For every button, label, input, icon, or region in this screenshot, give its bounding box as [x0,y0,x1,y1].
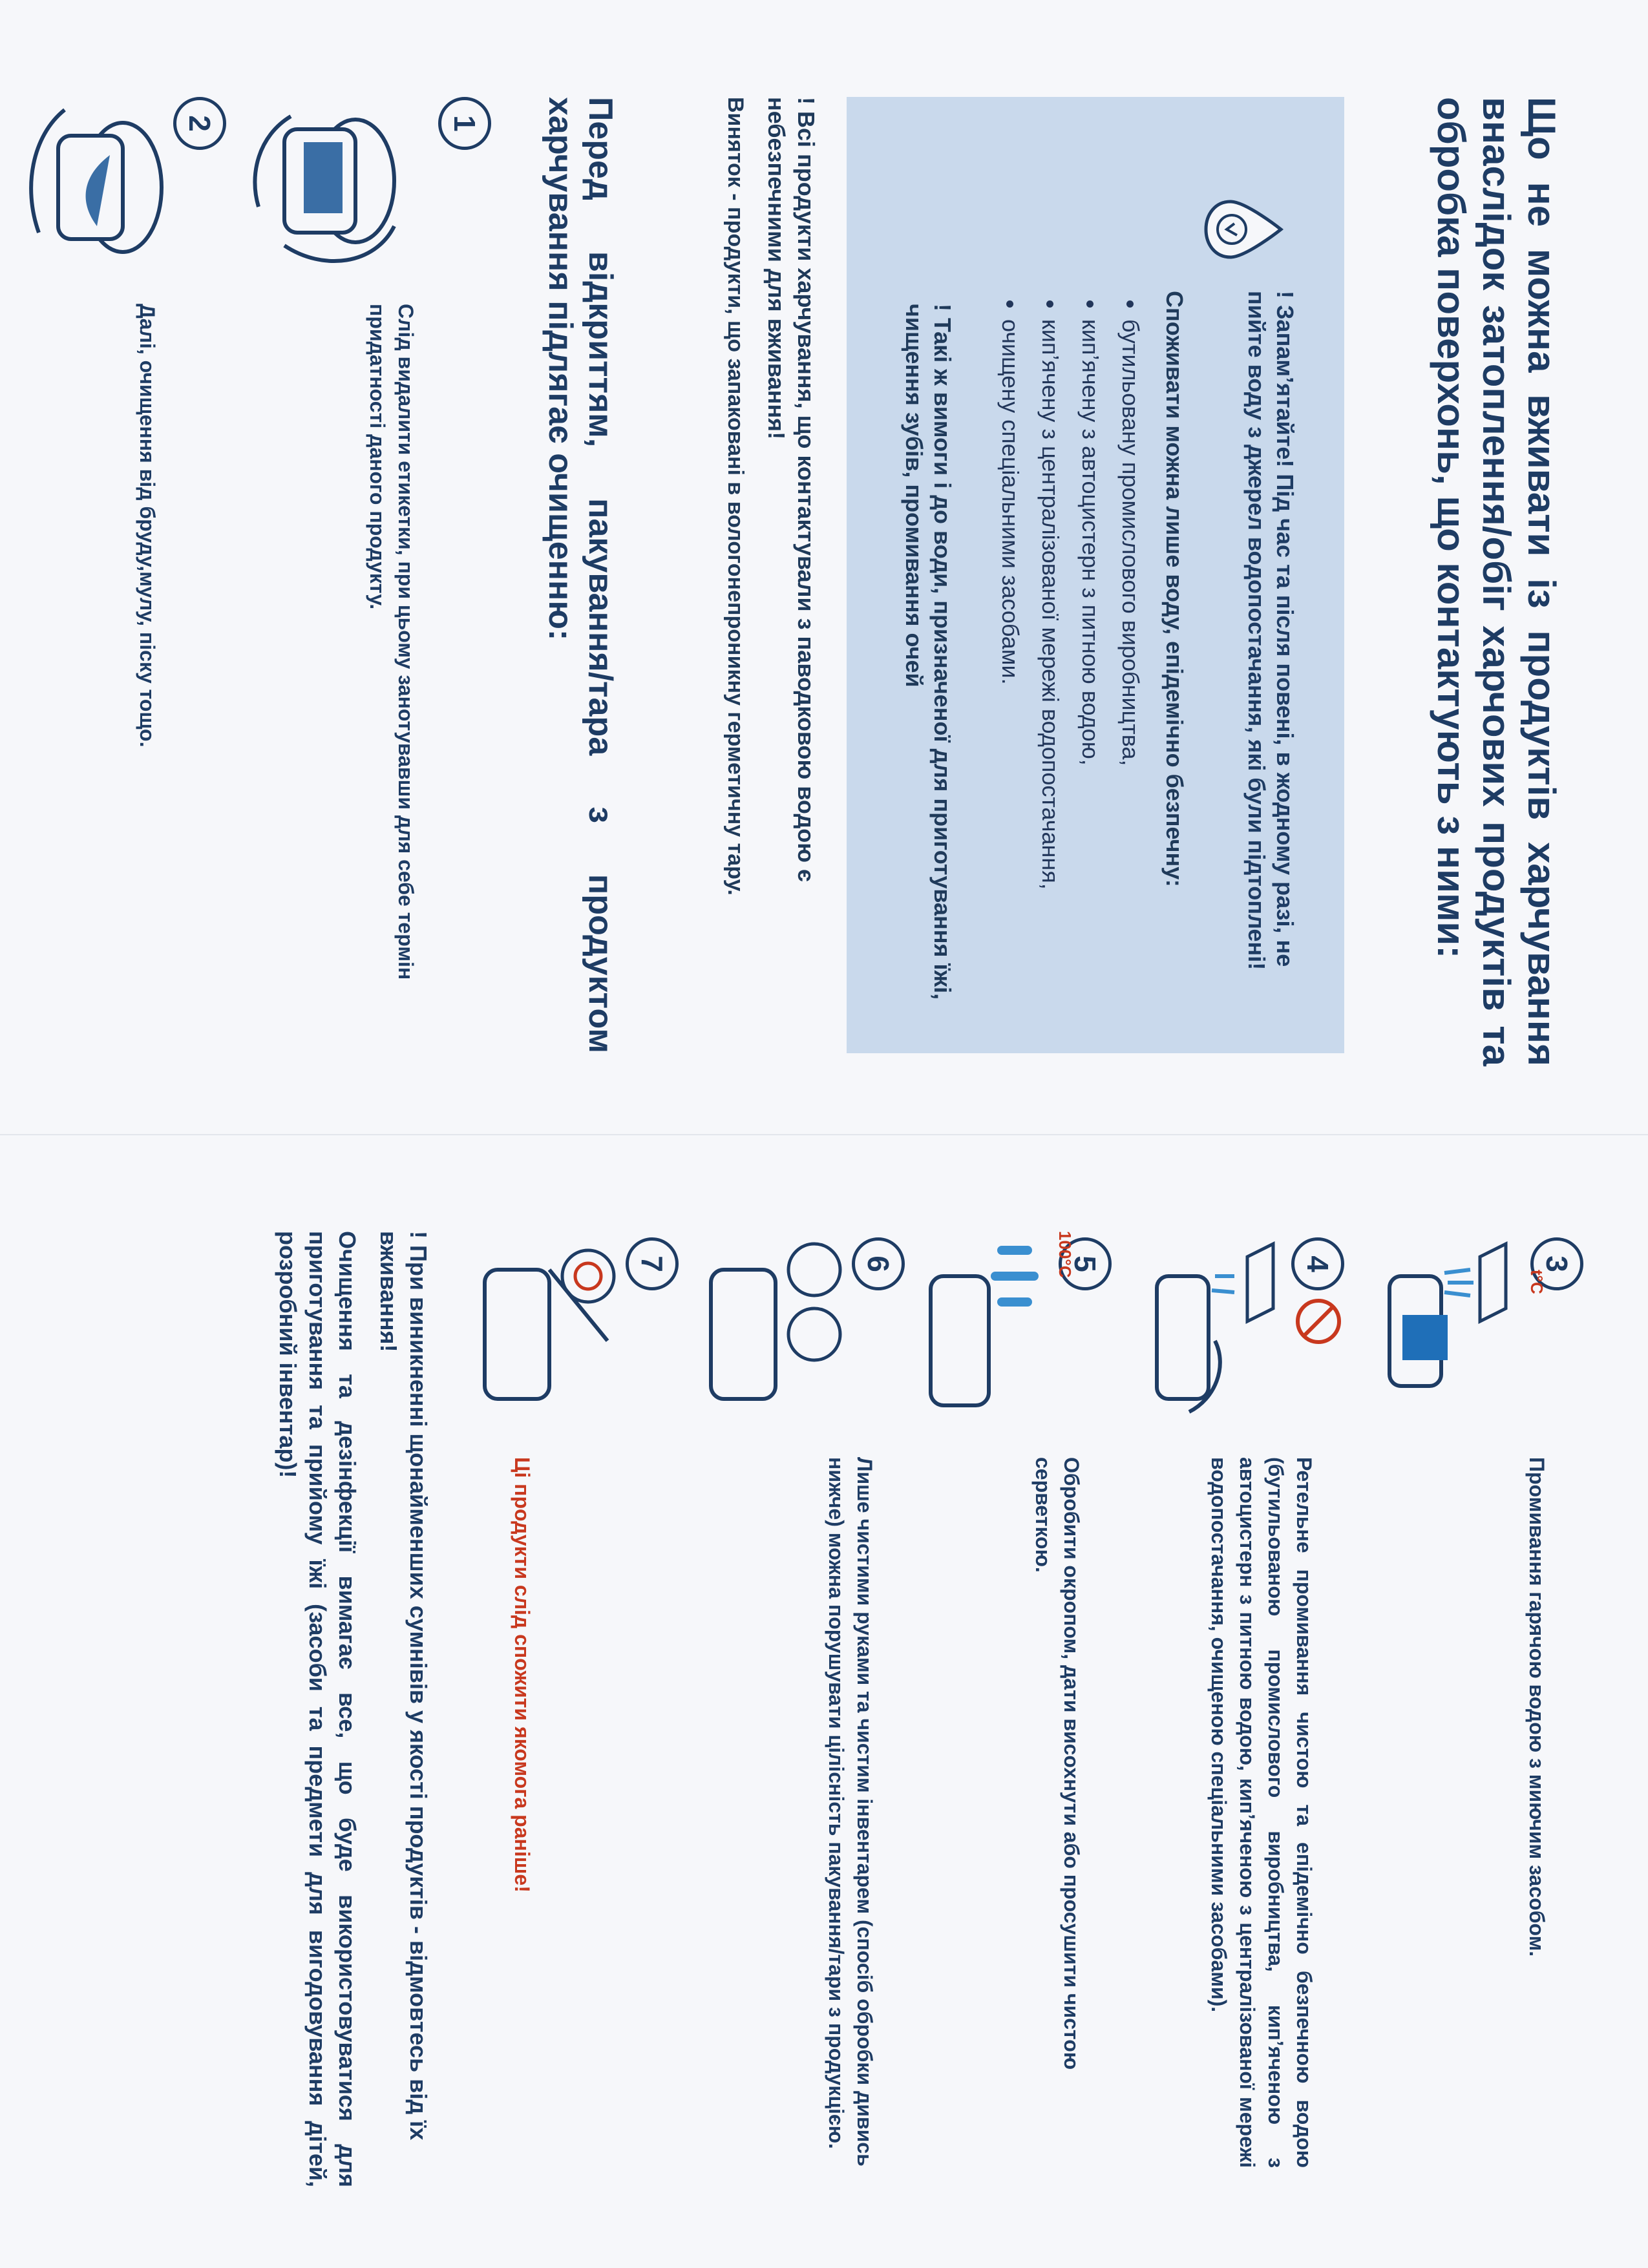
step-text-1: Слід видалити етикетки, при цьому занотувавши для себе термін придатності даного продукту. [366,304,417,980]
right-panel [0,1134,1648,2268]
contaminated-food-warning: ! Всі продукти харчування, що контактували з паводковою водою є небезпечними для вживання! [763,97,819,882]
list-item: • кип’ячену з централізованої мережі водопостачання, [1030,319,1070,1043]
step-text-5: Обробити окропом, дати висохнути або просушити чистою серветкою. [1031,1457,1083,2070]
rinse-illustration [1144,1231,1293,1438]
step-text-4: Ретельне промивання чистою та епідемічно безпечною водою (бутильованою промислового виробництва, кип’яченою з автоцистерн з питною водою, кип’яченою з централізованої мережі водопостачання, очищеною спеціальними засобами). [1207,1457,1316,2168]
step-number-4: 4 [1291,1237,1344,1290]
step-number-6: 6 [852,1237,905,1290]
page-title: Що не можна вживати із продуктів харчування внаслідок затоплення/обіг харчових продуктів та обробка поверхонь, що контактують з ними: [1430,97,1563,1066]
step-number-5: 5 [1059,1237,1112,1290]
step-number-3: 3 [1530,1237,1583,1290]
water-drop-icon [1202,194,1286,265]
info-box [847,97,1344,1053]
disinfection-note: Очищення та дезінфекції вимагає все, що буде використовуватися для приготування та прийому їжі (засоби та предмети для вигодовування дітей, розробний інвентар)! [275,1231,361,2187]
list-item: • очищену спеціальними засобами. [990,319,1030,1043]
info-note: ! Такі ж вимоги і до води, призначеної для приготування їжі, чищення зубів, промивання очей [901,304,956,1000]
jar-label-removal-illustration [239,97,433,284]
boiling-temperature-label: 100°C [1055,1231,1075,1278]
list-item: • бутильовану промислового виробництва, [1110,319,1150,1043]
hot-water-wash-illustration [1377,1231,1525,1431]
step-text-7: Ці продукти слід спожити якомога раніше! [511,1457,534,1893]
info-warning: ! Запам’ятайте! Під час та після повені, в жодному разі, не пийте воду з джерел водопостачання, які були підтоплені! [1243,291,1298,971]
info-intro: Споживати можна лише воду, епідемічно безпечну: [1161,291,1188,887]
step-text-3: Промивання гарячою водою з миючим засобом. [1525,1457,1548,1957]
exception-note: Виняток - продукти, що запаковані в вологонепроникну герметичну тару. [723,97,748,896]
step-number-1: 1 [438,97,491,150]
timer-jar-illustration [472,1231,620,1438]
safe-water-list [990,291,1150,1043]
step-number-2: 2 [173,97,226,150]
section-subtitle: Перед відкриттям, пакування/тара з продуктом харчування підлягає очищенню: [542,97,619,1053]
step-number-7: 7 [626,1237,679,1290]
doubt-warning: ! При виникненні щонайменших сумнівів у якості продуктів - відмовтесь від їх вживання! [375,1231,432,2141]
clean-hands-illustration [704,1231,847,1438]
list-item: • кип’ячену з автоцистерн з питною водою, [1070,319,1110,1043]
no-sign-icon [1293,1296,1344,1347]
step-text-6: Лише чистими руками та чистим інвентарем (спосіб обробки дивись нижче) можна порушувати цілісність пакування/тари з продукцією. [825,1457,876,2167]
step-text-2: Далі, очищення від бруду,мулу, піску тощо. [136,304,159,748]
temperature-label: t°C [1527,1270,1547,1294]
jar-cleaning-illustration [13,97,194,284]
boiling-water-illustration [924,1231,1053,1438]
